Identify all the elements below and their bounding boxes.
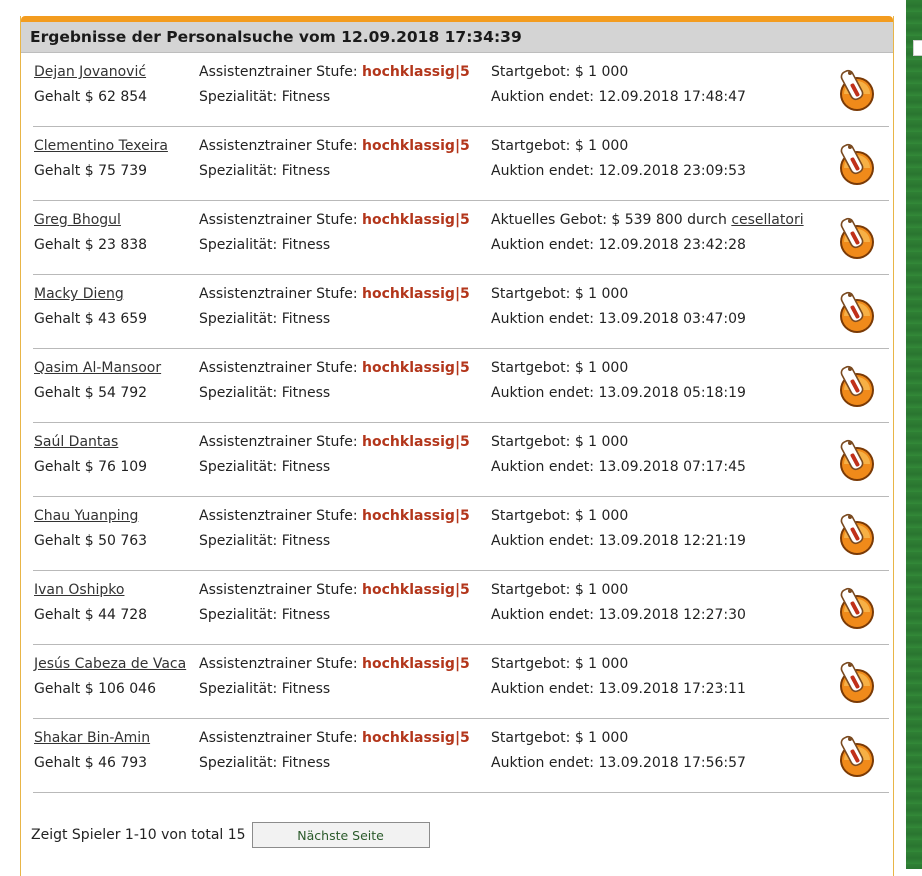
candidate-role: Assistenztrainer Stufe: hochklassig|5: [199, 64, 470, 80]
auction-end-time: Auktion endet: 13.09.2018 03:47:09: [491, 311, 746, 327]
auction-end-time: Auktion endet: 13.09.2018 05:18:19: [491, 385, 746, 401]
candidate-name-link[interactable]: Dejan Jovanović: [34, 64, 147, 80]
candidate-name-link[interactable]: Qasim Al-Mansoor: [34, 360, 162, 376]
candidate-level: hochklassig|5: [362, 434, 470, 450]
candidate-bid: Startgebot: $ 1 000: [491, 434, 629, 450]
auction-end-time: Auktion endet: 13.09.2018 17:56:57: [491, 755, 746, 771]
candidate-salary: Gehalt $ 23 838: [34, 237, 148, 253]
candidate-bid: Startgebot: $ 1 000: [491, 360, 629, 376]
candidate-name-link[interactable]: Greg Bhogul: [34, 212, 121, 228]
auction-end-time: Auktion endet: 13.09.2018 07:17:45: [491, 459, 746, 475]
candidate-specialty: Spezialität: Fitness: [199, 89, 331, 105]
result-row: [33, 275, 889, 349]
candidate-role: Assistenztrainer Stufe: hochklassig|5: [199, 212, 470, 228]
result-row: [33, 423, 889, 497]
candidate-name-link[interactable]: Jesús Cabeza de Vaca: [34, 656, 187, 672]
result-row: [33, 349, 889, 423]
result-row: [33, 645, 889, 719]
candidate-bid: Startgebot: $ 1 000: [491, 508, 629, 524]
candidate-name-link[interactable]: Chau Yuanping: [34, 508, 139, 524]
candidate-specialty: Spezialität: Fitness: [199, 237, 331, 253]
candidate-level: hochklassig|5: [362, 212, 470, 228]
candidate-salary: Gehalt $ 44 728: [34, 607, 148, 623]
candidate-level: hochklassig|5: [362, 138, 470, 154]
candidate-name-link[interactable]: Saúl Dantas: [34, 434, 119, 450]
candidate-bid: Startgebot: $ 1 000: [491, 730, 629, 746]
auction-bid-icon[interactable]: [835, 65, 879, 113]
candidate-bid: Aktuelles Gebot: $ 539 800 durch cesellatori: [491, 212, 804, 228]
candidate-bid: Startgebot: $ 1 000: [491, 64, 629, 80]
candidate-specialty: Spezialität: Fitness: [199, 607, 331, 623]
auction-bid-icon[interactable]: [835, 509, 879, 557]
candidate-role: Assistenztrainer Stufe: hochklassig|5: [199, 138, 470, 154]
candidate-level: hochklassig|5: [362, 730, 470, 746]
candidate-level: hochklassig|5: [362, 360, 470, 376]
pagination-footer: [31, 822, 430, 848]
panel-title: Ergebnisse der Personalsuche vom 12.09.2018 17:34:39: [21, 22, 893, 53]
candidate-level: hochklassig|5: [362, 656, 470, 672]
auction-bid-icon[interactable]: [835, 583, 879, 631]
candidate-bid: Startgebot: $ 1 000: [491, 656, 629, 672]
candidate-salary: Gehalt $ 54 792: [34, 385, 148, 401]
next-page-button[interactable]: Nächste Seite: [252, 822, 430, 848]
candidate-name-link[interactable]: Shakar Bin-Amin: [34, 730, 151, 746]
candidate-salary: Gehalt $ 75 739: [34, 163, 148, 179]
candidate-specialty: Spezialität: Fitness: [199, 385, 331, 401]
result-row: [33, 53, 889, 127]
auction-end-time: Auktion endet: 13.09.2018 12:21:19: [491, 533, 746, 549]
candidate-role: Assistenztrainer Stufe: hochklassig|5: [199, 730, 470, 746]
auction-bid-icon[interactable]: [835, 657, 879, 705]
auction-bid-icon[interactable]: [835, 435, 879, 483]
bidder-link[interactable]: cesellatori: [731, 212, 804, 228]
result-row: [33, 719, 889, 793]
auction-bid-icon[interactable]: [835, 139, 879, 187]
candidate-name-link[interactable]: Ivan Oshipko: [34, 582, 125, 598]
candidate-salary: Gehalt $ 62 854: [34, 89, 148, 105]
auction-end-time: Auktion endet: 12.09.2018 23:09:53: [491, 163, 746, 179]
candidate-level: hochklassig|5: [362, 582, 470, 598]
candidate-role: Assistenztrainer Stufe: hochklassig|5: [199, 656, 470, 672]
auction-bid-icon[interactable]: [835, 287, 879, 335]
candidate-salary: Gehalt $ 76 109: [34, 459, 148, 475]
auction-bid-icon[interactable]: [835, 731, 879, 779]
auction-end-time: Auktion endet: 12.09.2018 17:48:47: [491, 89, 746, 105]
result-row: [33, 497, 889, 571]
candidate-salary: Gehalt $ 106 046: [34, 681, 157, 697]
candidate-specialty: Spezialität: Fitness: [199, 755, 331, 771]
candidate-salary: Gehalt $ 43 659: [34, 311, 148, 327]
candidate-name-link[interactable]: Macky Dieng: [34, 286, 124, 302]
side-background-strip: [906, 0, 922, 869]
side-widget: [913, 40, 922, 56]
candidate-specialty: Spezialität: Fitness: [199, 533, 331, 549]
candidate-salary: Gehalt $ 46 793: [34, 755, 148, 771]
candidate-level: hochklassig|5: [362, 508, 470, 524]
pagination-summary: Zeigt Spieler 1-10 von total 15: [31, 827, 246, 843]
candidate-name-link[interactable]: Clementino Texeira: [34, 138, 168, 154]
auction-bid-icon[interactable]: [835, 213, 879, 261]
candidate-bid: Startgebot: $ 1 000: [491, 286, 629, 302]
results-list: [21, 53, 893, 793]
auction-end-time: Auktion endet: 12.09.2018 23:42:28: [491, 237, 746, 253]
result-row: [33, 571, 889, 645]
candidate-level: hochklassig|5: [362, 286, 470, 302]
candidate-level: hochklassig|5: [362, 64, 470, 80]
candidate-bid: Startgebot: $ 1 000: [491, 138, 629, 154]
candidate-role: Assistenztrainer Stufe: hochklassig|5: [199, 582, 470, 598]
candidate-role: Assistenztrainer Stufe: hochklassig|5: [199, 434, 470, 450]
auction-end-time: Auktion endet: 13.09.2018 17:23:11: [491, 681, 746, 697]
candidate-role: Assistenztrainer Stufe: hochklassig|5: [199, 508, 470, 524]
candidate-role: Assistenztrainer Stufe: hochklassig|5: [199, 360, 470, 376]
auction-end-time: Auktion endet: 13.09.2018 12:27:30: [491, 607, 746, 623]
result-row: [33, 201, 889, 275]
search-results-panel: [20, 16, 894, 876]
candidate-bid: Startgebot: $ 1 000: [491, 582, 629, 598]
candidate-specialty: Spezialität: Fitness: [199, 311, 331, 327]
auction-bid-icon[interactable]: [835, 361, 879, 409]
candidate-role: Assistenztrainer Stufe: hochklassig|5: [199, 286, 470, 302]
candidate-salary: Gehalt $ 50 763: [34, 533, 148, 549]
candidate-specialty: Spezialität: Fitness: [199, 459, 331, 475]
candidate-specialty: Spezialität: Fitness: [199, 163, 331, 179]
candidate-specialty: Spezialität: Fitness: [199, 681, 331, 697]
result-row: [33, 127, 889, 201]
